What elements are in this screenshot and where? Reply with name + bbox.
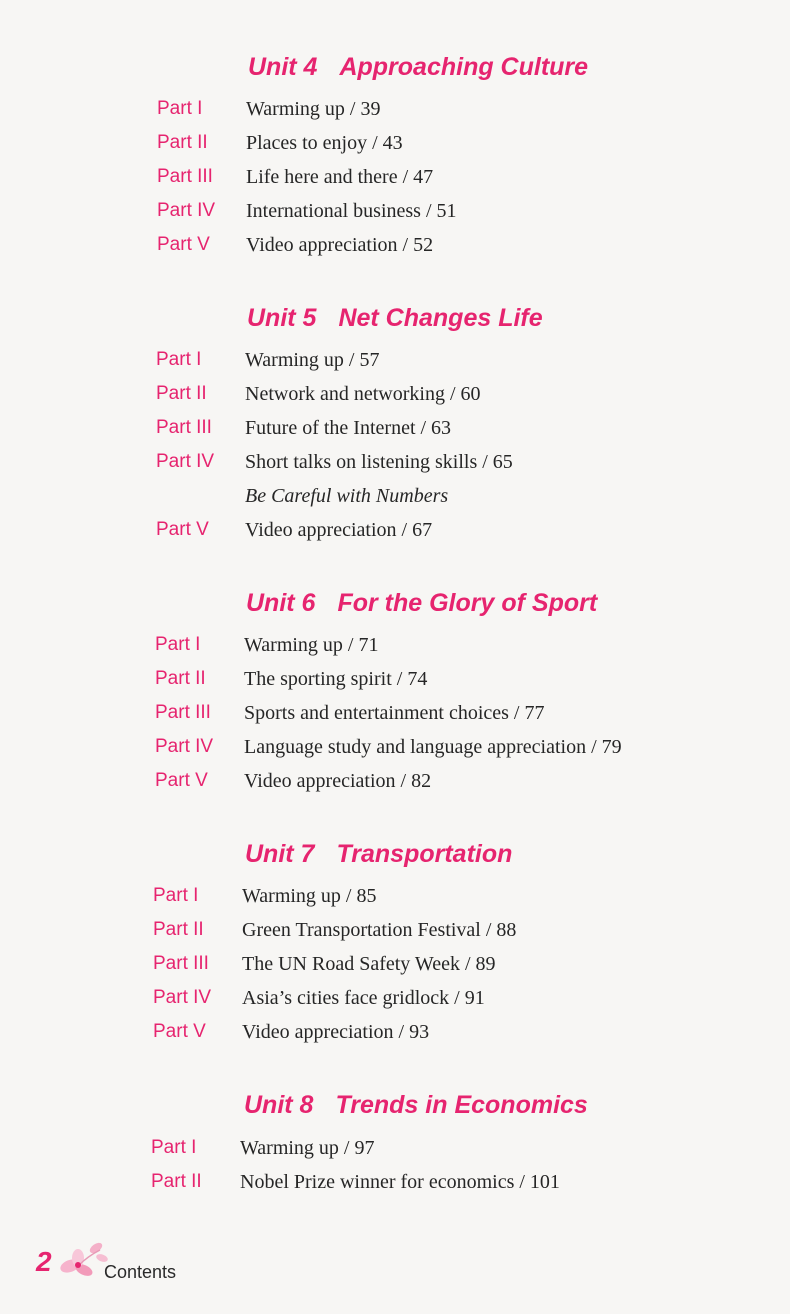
part-label: Part IV (157, 200, 216, 221)
unit-number: Unit 4 (248, 53, 318, 81)
part-label: Part I (157, 98, 203, 119)
entry-title: Future of the Internet / 63 (245, 417, 452, 439)
entry-subtitle: Be Careful with Numbers (245, 485, 449, 507)
unit-number: Unit 5 (247, 304, 317, 332)
entry-title: Places to enjoy / 43 (246, 132, 403, 154)
entry-title: Warming up / 39 (246, 98, 381, 120)
entry-title: Short talks on listening skills / 65 (245, 451, 513, 473)
entry-title: The sporting spirit / 74 (244, 668, 428, 690)
unit-number: Unit 8 (244, 1091, 314, 1119)
unit-heading (245, 840, 512, 869)
part-label: Part IV (153, 987, 212, 1008)
entry-title: Life here and there / 47 (246, 166, 434, 188)
entry-title: Video appreciation / 67 (245, 519, 433, 541)
part-label: Part I (155, 634, 201, 655)
part-label: Part IV (155, 736, 214, 757)
unit-heading (246, 589, 597, 618)
unit-number: Unit 7 (245, 840, 315, 868)
entry-title: International business / 51 (246, 200, 457, 222)
part-label: Part V (155, 770, 208, 791)
entry-title: Sports and entertainment choices / 77 (244, 702, 545, 724)
entry-title: Warming up / 71 (244, 634, 379, 656)
page-number: 2 (36, 1246, 52, 1277)
page-footer (36, 1236, 236, 1286)
footer-contents-label: Contents (104, 1262, 177, 1282)
part-label: Part II (151, 1171, 202, 1192)
part-label: Part II (153, 919, 204, 940)
part-label: Part V (157, 234, 210, 255)
entry-title: Video appreciation / 52 (246, 234, 434, 256)
unit-title: Approaching Culture (339, 53, 589, 81)
entry-title: Asia’s cities face gridlock / 91 (242, 987, 485, 1009)
entry-title: The UN Road Safety Week / 89 (242, 953, 496, 975)
unit-title: Trends in Economics (335, 1091, 588, 1119)
part-label: Part III (155, 702, 211, 723)
unit-title: For the Glory of Sport (337, 589, 598, 617)
entry-title: Video appreciation / 82 (244, 770, 432, 792)
unit-heading (248, 53, 588, 82)
entry-title: Language study and language appreciation / 79 (244, 736, 622, 758)
flower-icon (48, 1236, 110, 1284)
entry-title: Video appreciation / 93 (242, 1021, 430, 1043)
part-label: Part IV (156, 451, 215, 472)
unit-heading (244, 1091, 588, 1120)
part-label: Part II (156, 383, 207, 404)
part-label: Part I (153, 885, 199, 906)
unit-number: Unit 6 (246, 589, 316, 617)
part-label: Part I (151, 1137, 197, 1158)
entry-title: Nobel Prize winner for economics / 101 (240, 1171, 560, 1193)
part-label: Part V (153, 1021, 206, 1042)
part-label: Part III (156, 417, 212, 438)
unit-title: Transportation (336, 840, 513, 868)
entry-title: Warming up / 97 (240, 1137, 375, 1159)
unit-title: Net Changes Life (338, 304, 543, 332)
part-label: Part III (153, 953, 209, 974)
part-label: Part V (156, 519, 209, 540)
entry-title: Green Transportation Festival / 88 (242, 919, 517, 941)
part-label: Part II (155, 668, 206, 689)
unit-heading (247, 304, 543, 333)
part-label: Part I (156, 349, 202, 370)
part-label: Part III (157, 166, 213, 187)
part-label: Part II (157, 132, 208, 153)
entry-title: Network and networking / 60 (245, 383, 481, 405)
entry-title: Warming up / 85 (242, 885, 377, 907)
entry-title: Warming up / 57 (245, 349, 380, 371)
